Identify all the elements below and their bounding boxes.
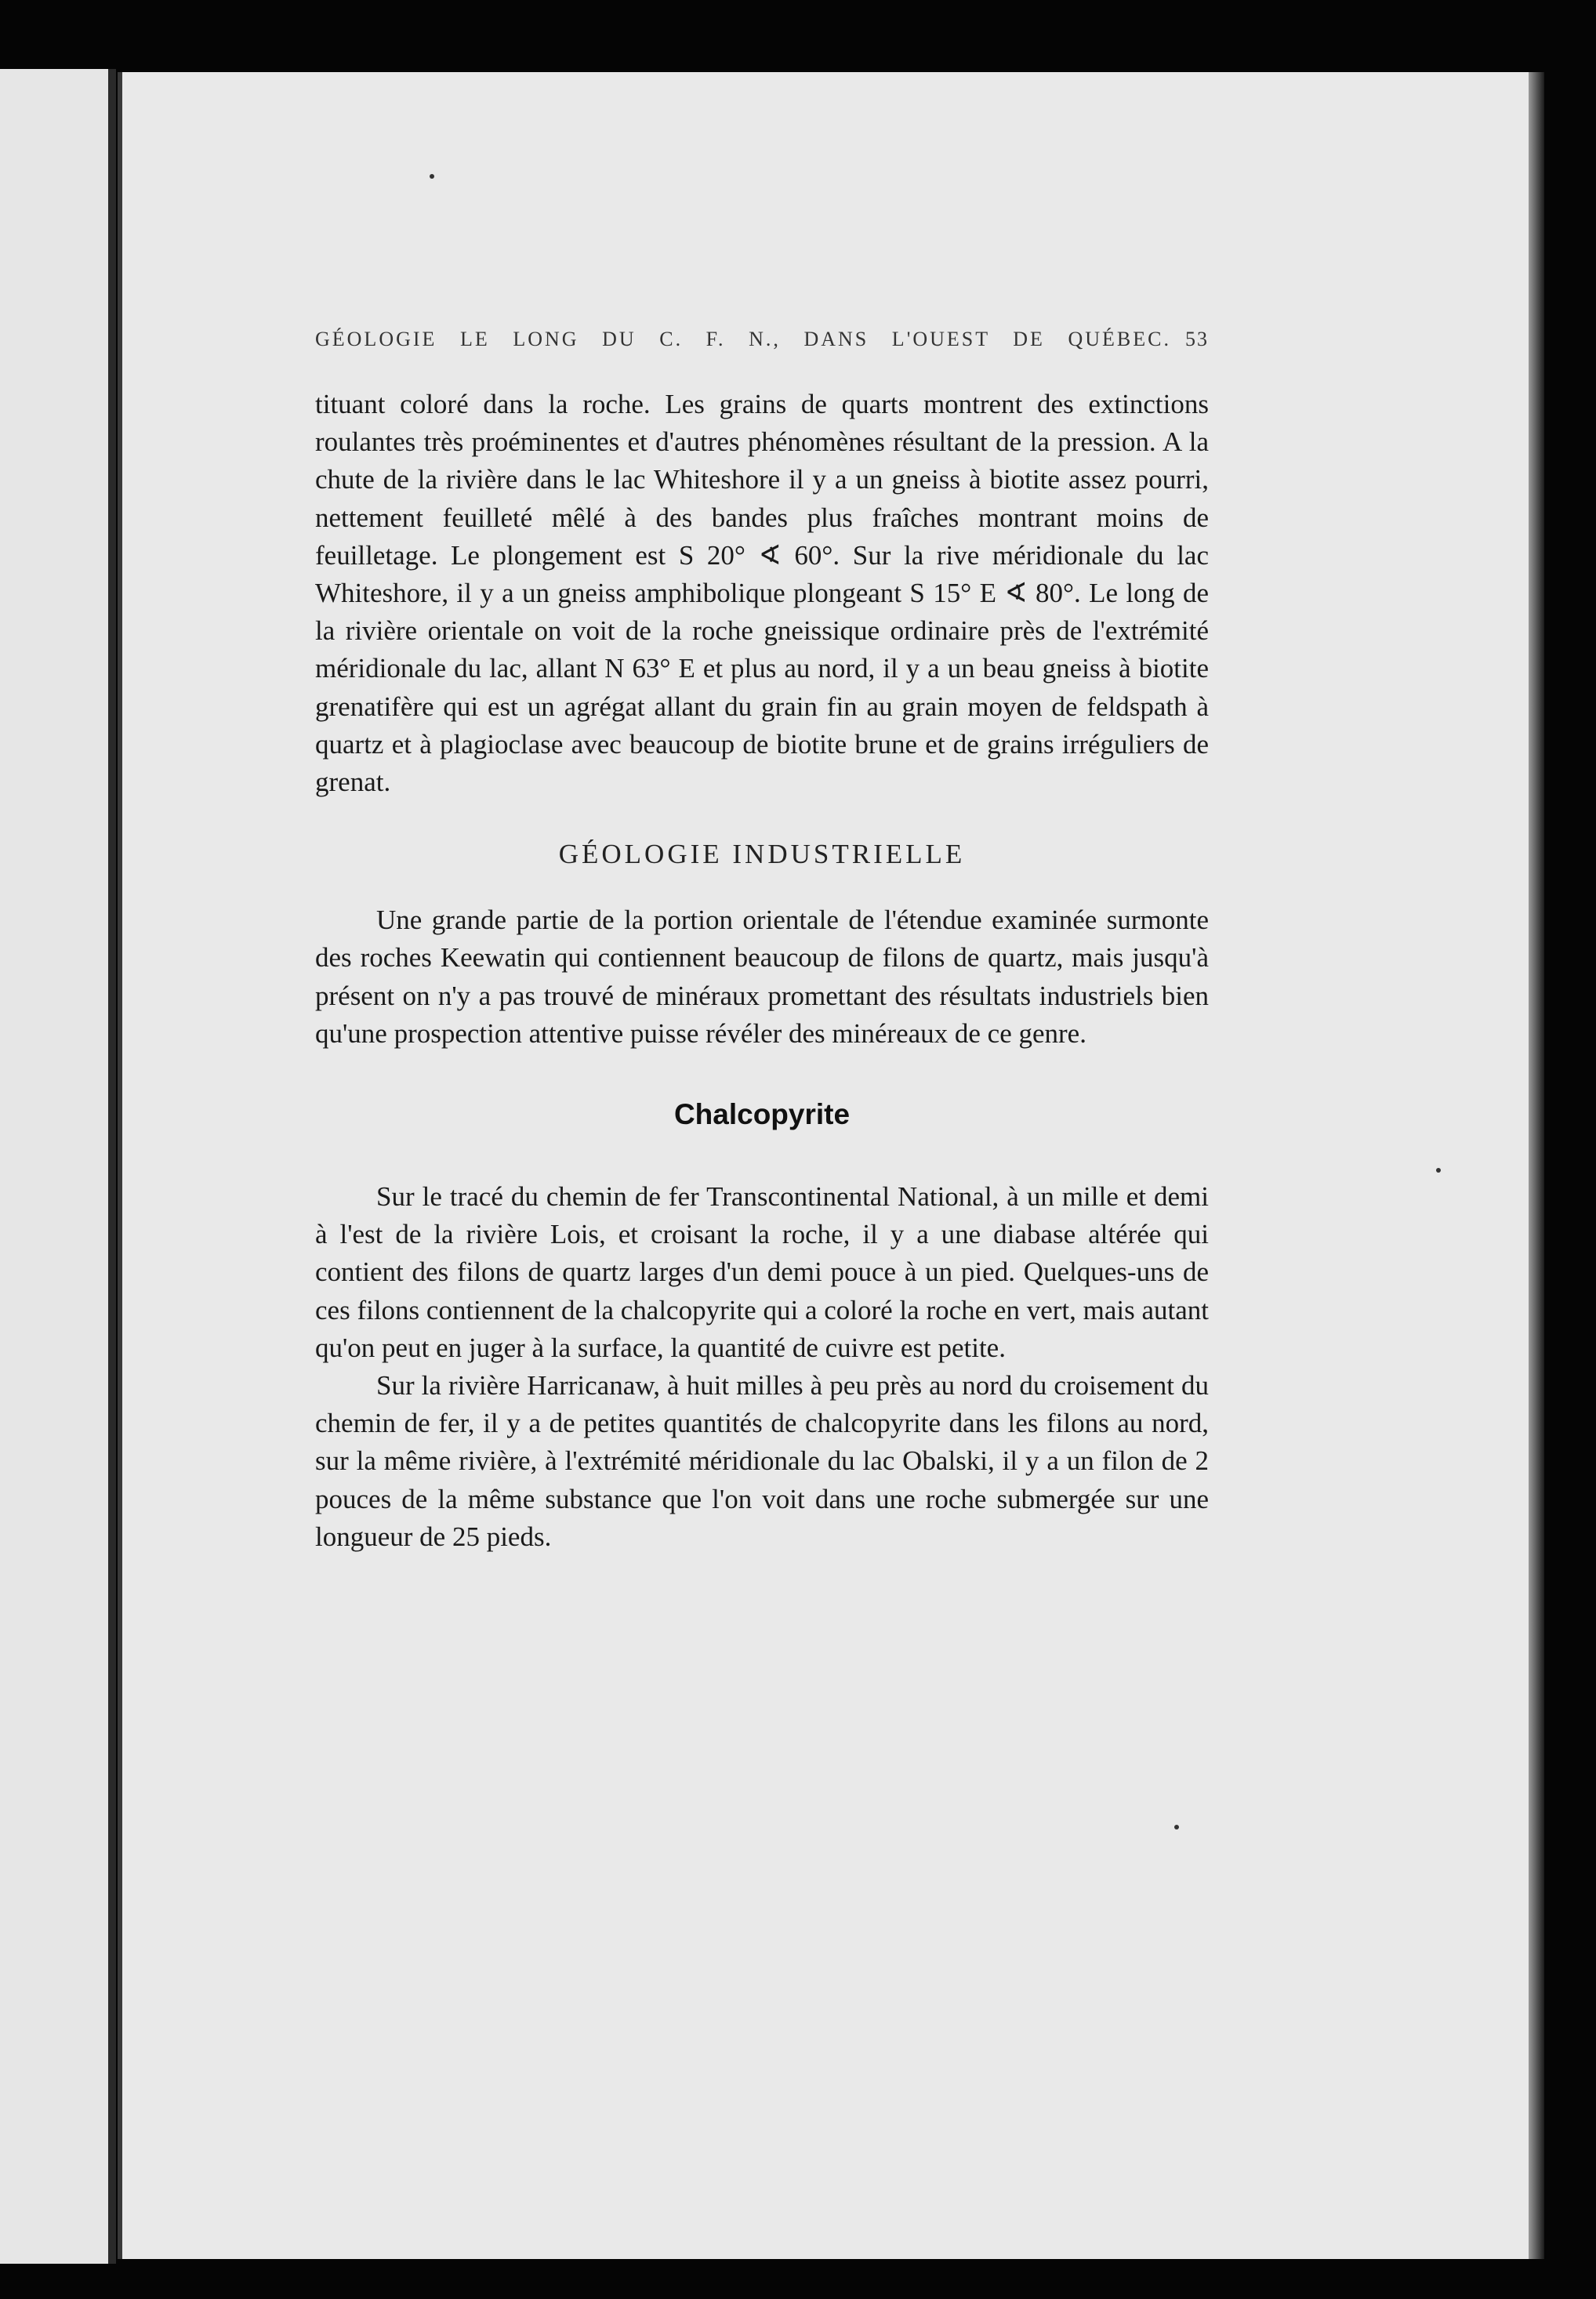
running-head-title: GÉOLOGIE LE LONG DU C. F. N., DANS L'OUEST DE QUÉBEC. <box>315 328 1171 350</box>
page-number: 53 <box>1185 328 1209 350</box>
scan-speck <box>1436 1168 1441 1173</box>
scan-speck <box>430 174 434 179</box>
page-text <box>315 328 1209 1556</box>
page-edge-shadow <box>1529 72 1544 2259</box>
section-heading: GÉOLOGIE INDUSTRIELLE <box>558 839 966 870</box>
paragraph-industrial-geology: Une grande partie de la portion orientale de l'étendue examinée surmonte des roches Keewatin qui contiennent beaucoup de filons de quartz, mais jusqu'à présent on n'y a pas trouvé de minéraux promettant des résultats industriels bien qu'une prospection attentive puisse révéler des minéreaux de ce genre. <box>315 905 1209 1049</box>
paragraph-chalcopyrite-2: Sur la rivière Harricanaw, à huit milles à peu près au nord du croisement du chemin de fer, il y a de petites quantités de chalcopyrite dans les filons au nord, sur la même rivière, à l'extrémité méridionale du lac Obalski, il y a un filon de 2 pouces de la même substance que l'on voit dans une roche submergée sur une longueur de 25 pieds. <box>315 1370 1209 1552</box>
running-head <box>315 328 1209 351</box>
left-page-edge <box>0 69 116 2264</box>
paragraph-continued: tituant coloré dans la roche. Les grains de quarts montrent des extinctions roulantes très proéminentes et d'autres phénomènes résultant de la pression. A la chute de la rivière dans le lac Whiteshore il y a un gneiss à biotite assez pourri, nettement feuilleté mêlé à des bandes plus fraîches montrant moins de feuilletage. Le plongement est S 20° ∢ 60°. Sur la rive méridionale du lac Whiteshore, il y a un gneiss amphibolique plongeant S 15° E ∢ 80°. Le long de la rivière orientale on voit de la roche gneissique ordinaire près de l'extrémité méridionale du lac, allant N 63° E et plus au nord, il y a un beau gneiss à biotite grenatifère qui est un agrégat allant du grain fin au grain moyen de feldspath à quartz et à plagioclase avec beaucoup de biotite brune et de grains irréguliers de grenat. <box>315 389 1209 798</box>
scan-speck <box>1174 1825 1179 1829</box>
paragraph-chalcopyrite-1: Sur le tracé du chemin de fer Transcontinental National, à un mille et demi à l'est de la rivière Lois, et croisant la roche, il y a une diabase altérée qui contient des filons de quartz larges d'un demi pouce à un pied. Quelques-uns de ces filons contiennent de la chalcopyrite qui a coloré la roche en vert, mais autant qu'on peut en juger à la surface, la quantité de cuivre est petite. <box>315 1181 1209 1363</box>
subheading-chalcopyrite: Chalcopyrite <box>673 1098 851 1131</box>
